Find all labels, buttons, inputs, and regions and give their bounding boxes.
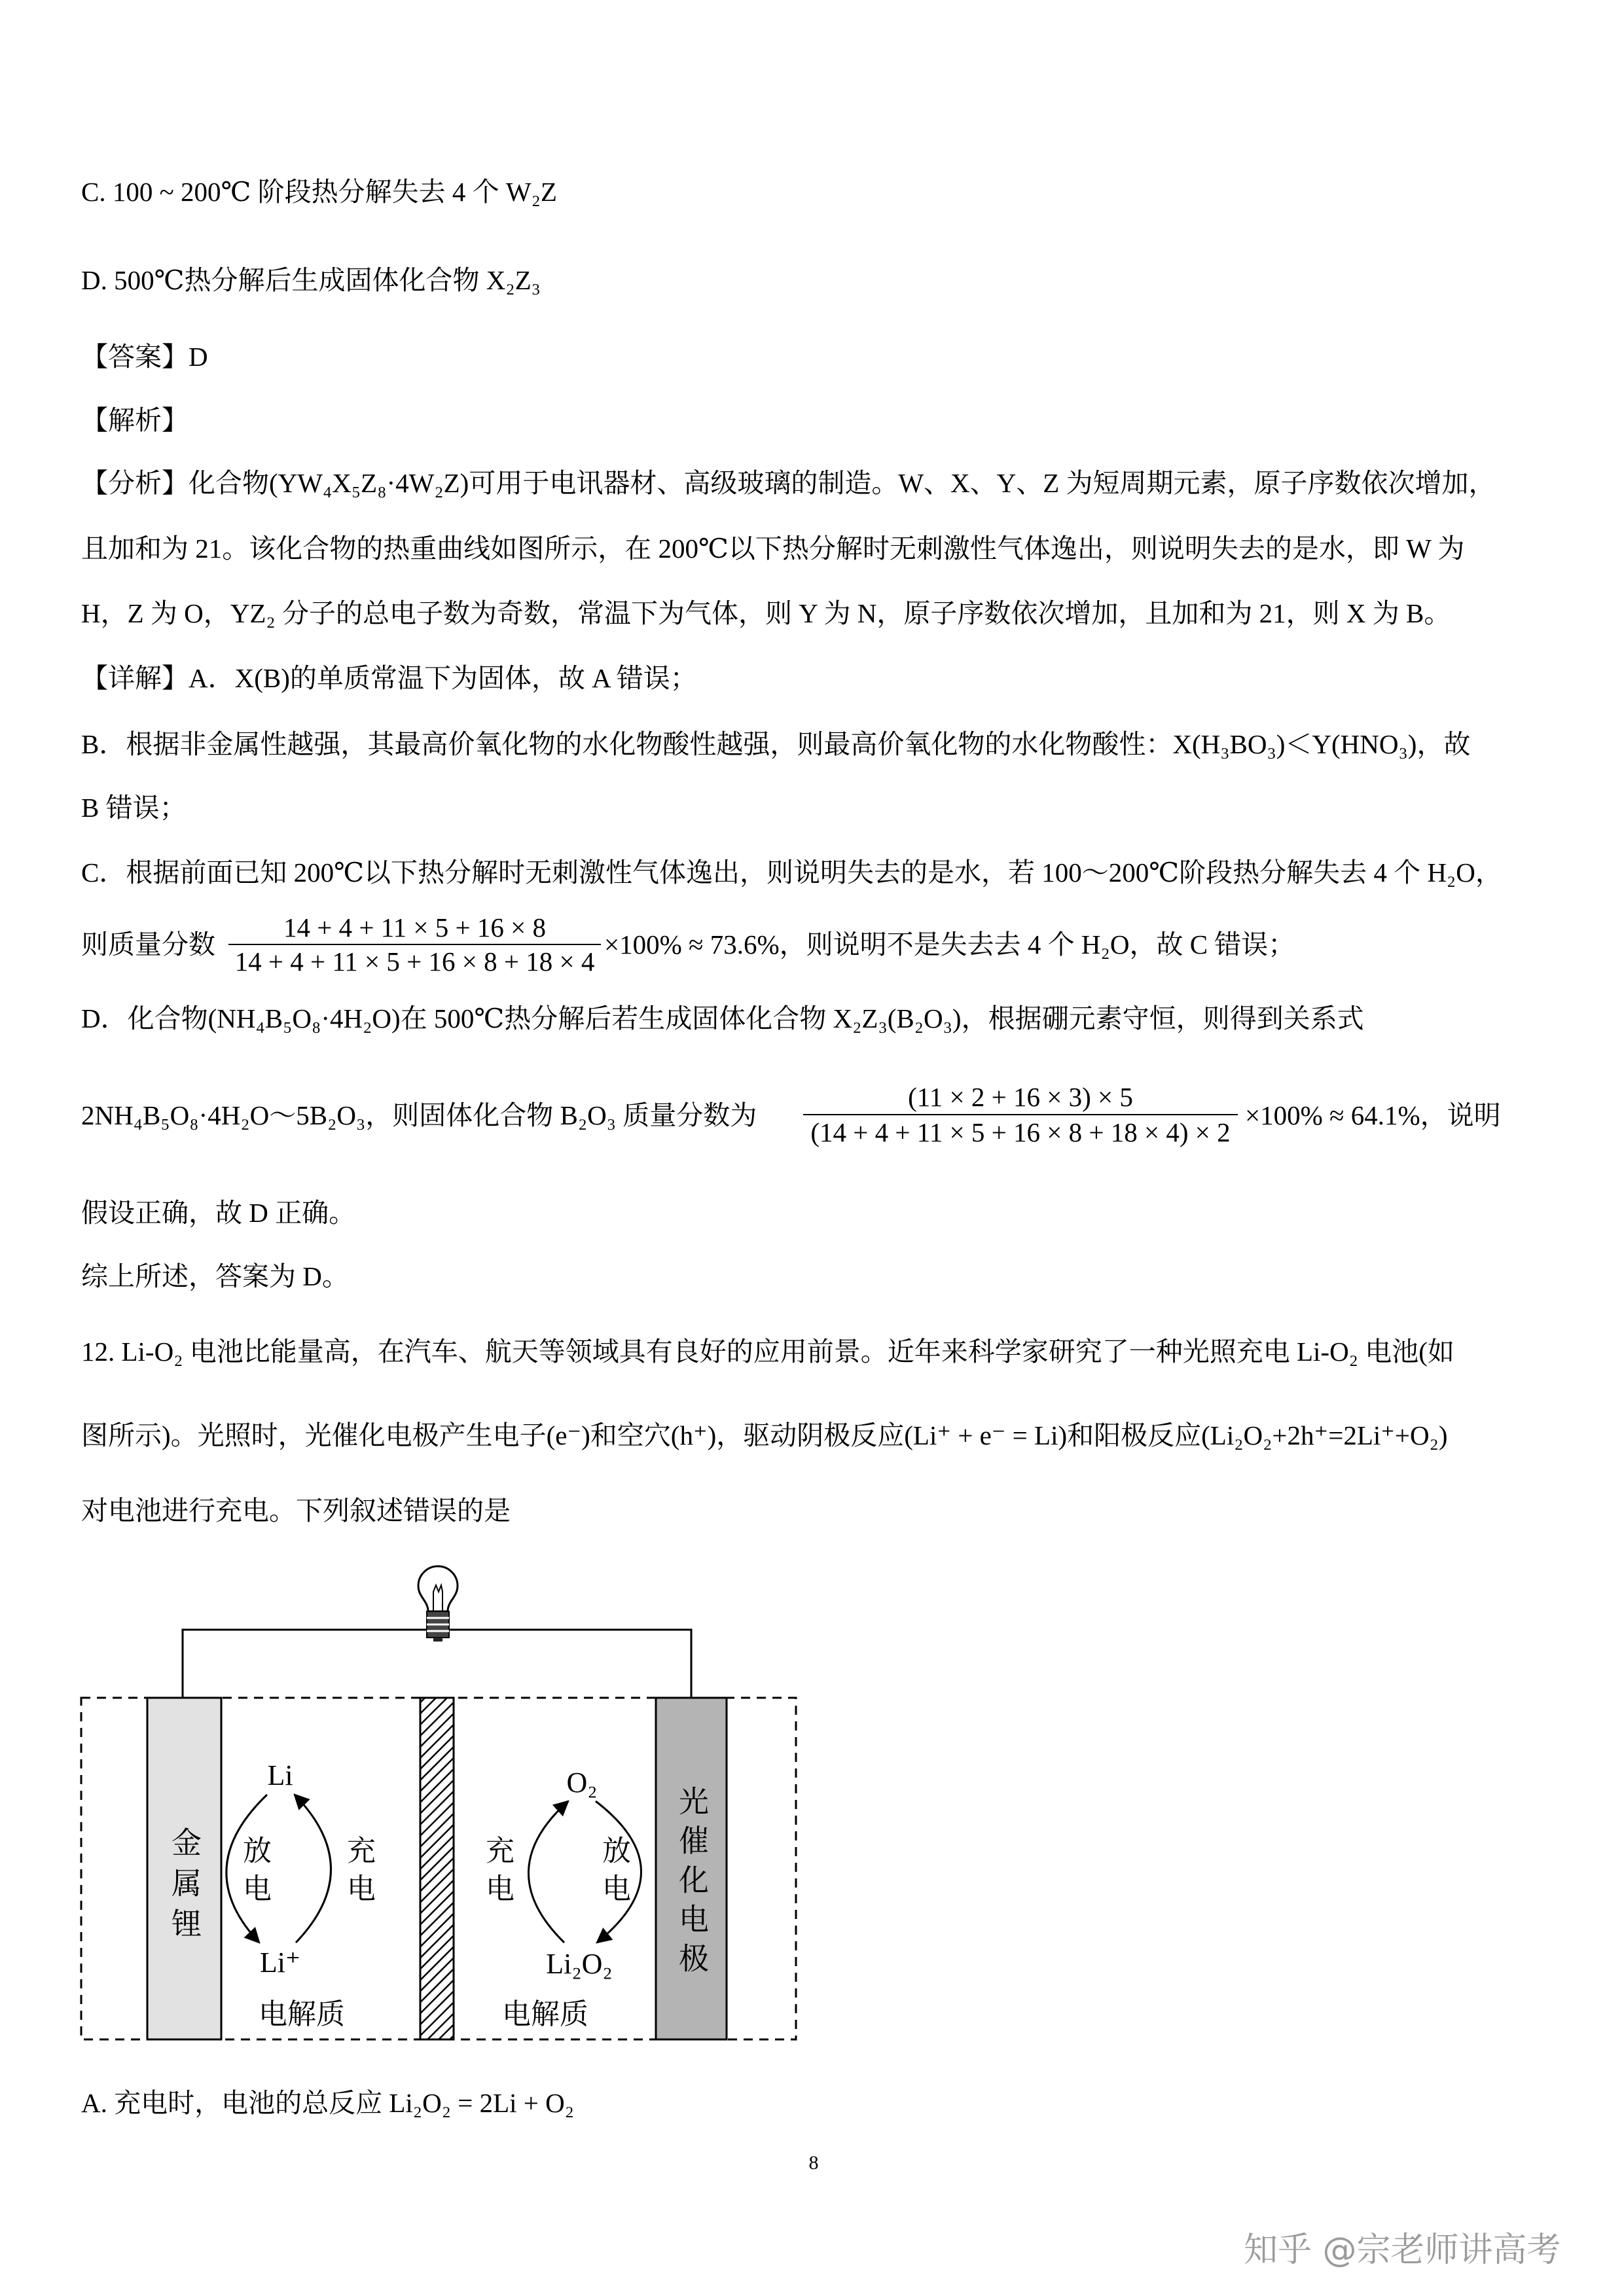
detail-d-fraction bbox=[803, 1080, 1238, 1149]
right-charge-arrow bbox=[528, 1801, 568, 1943]
detail-d-conclusion: 假设正确，故 D 正确。 bbox=[81, 1198, 356, 1228]
detail-b-line: B．根据非金属性越强，其最高价氧化物的水化物酸性越强，则最高价氧化物的水化物酸性：X(H₃BO₃)＜Y(HNO₃)，故 bbox=[81, 729, 1471, 759]
right-charge-label: 充电 bbox=[481, 1835, 513, 1911]
detail-c-fraction bbox=[228, 911, 601, 978]
summary-line: 综上所述，答案为 D。 bbox=[81, 1261, 349, 1291]
left-charge-label: 充电 bbox=[342, 1835, 374, 1911]
electrolyte-left-label: 电解质 bbox=[259, 1998, 345, 2030]
detail-d-line: D．化合物(NH₄B₅O₈·4H₂O)在 500℃热分解后若生成固体化合物 X₂Z₃(B₂O₃)，根据硼元素守恒，则得到关系式 bbox=[81, 1003, 1364, 1033]
q12-option-a: A. 充电时，电池的总反应 Li₂O₂ = 2Li + O₂ bbox=[81, 2088, 575, 2118]
detail-d-lead: 2NH₄B₅O₈·4H₂O～5B₂O₃，则固体化合物 B₂O₃ 质量分数为 bbox=[81, 1100, 757, 1130]
species-o2: O₂ bbox=[566, 1767, 598, 1799]
detail-b-line: B 错误； bbox=[81, 793, 187, 823]
detail-c-lead: 则质量分数 bbox=[81, 929, 215, 960]
solution-heading: 【解析】 bbox=[81, 405, 189, 435]
photocatalytic-electrode-label: 光催化电极 bbox=[675, 1785, 708, 1982]
watermark-text: 知乎 @宗老师讲高考 bbox=[1244, 2231, 1561, 2270]
detail-c-tail: ×100% ≈ 73.6%，则说明不是失去去 4 个 H₂O，故 C 错误； bbox=[604, 929, 1295, 960]
separator-membrane bbox=[420, 1698, 454, 2039]
q11-option-d: D. 500℃热分解后生成固体化合物 X₂Z₃ bbox=[81, 265, 541, 295]
analysis-line: H，Z 为 O，YZ₂ 分子的总电子数为奇数，常温下为气体，则 Y 为 N，原子序数依次增加，且加和为 21，则 X 为 B。 bbox=[81, 598, 1451, 628]
electrolyte-right-label: 电解质 bbox=[502, 1998, 588, 2030]
detail-d-tail: ×100% ≈ 64.1%，说明 bbox=[1245, 1100, 1501, 1130]
detail-c-line: C．根据前面已知 200℃以下热分解时无刺激性气体逸出，则说明失去的是水，若 100～200℃阶段热分解失去 4 个 H₂O， bbox=[81, 857, 1502, 888]
q12-stem-line: 对电池进行充电。下列叙述错误的是 bbox=[81, 1496, 511, 1526]
right-discharge-label: 放电 bbox=[598, 1835, 630, 1911]
left-discharge-label: 放电 bbox=[238, 1835, 270, 1911]
q12-stem-line: 图所示)。光照时，光催化电极产生电子(e⁻)和空穴(h⁺)，驱动阴极反应(Li⁺ + e⁻ = Li)和阳极反应(Li₂O₂+2h⁺=2Li⁺+O₂) bbox=[81, 1420, 1448, 1450]
fraction-denominator: (14 + 4 + 11 × 5 + 16 × 8 + 18 × 4) × 2 bbox=[810, 1117, 1231, 1147]
left-charge-arrow bbox=[295, 1795, 331, 1943]
species-li2o2: Li₂O₂ bbox=[546, 1948, 613, 1980]
q12-stem-line: 12. Li-O₂ 电池比能量高，在汽车、航天等领域具有良好的应用前景。近年来科学家研究了一种光照充电 Li-O₂ 电池(如 bbox=[81, 1336, 1454, 1367]
q11-option-c: C. 100 ~ 200℃ 阶段热分解失去 4 个 W₂Z bbox=[81, 177, 557, 207]
bulb-contact bbox=[433, 1638, 442, 1641]
analysis-line: 【分析】化合物(YW₄X₅Z₈·4W₂Z)可用于电讯器材、高级玻璃的制造。W、X、Y、Z 为短周期元素，原子序数依次增加， bbox=[81, 468, 1496, 498]
li-o2-battery-diagram bbox=[0, 1538, 851, 2075]
page-number: 8 bbox=[808, 2152, 819, 2174]
lithium-electrode-label: 金属锂 bbox=[168, 1827, 201, 1948]
detail-a-line: 【详解】A．X(B)的单质常温下为固体，故 A 错误； bbox=[81, 663, 697, 693]
analysis-line: 且加和为 21。该化合物的热重曲线如图所示，在 200℃以下热分解时无刺激性气体逸出，则说明失去的是水，即 W 为 bbox=[81, 533, 1465, 564]
species-li-ion: Li⁺ bbox=[259, 1946, 301, 1979]
fraction-numerator: 14 + 4 + 11 × 5 + 16 × 8 bbox=[228, 911, 601, 945]
fraction-denominator: 14 + 4 + 11 × 5 + 16 × 8 + 18 × 4 bbox=[234, 946, 595, 977]
species-li: Li bbox=[267, 1759, 293, 1791]
answer-line: 【答案】D bbox=[81, 342, 208, 372]
fraction-numerator: (11 × 2 + 16 × 3) × 5 bbox=[803, 1080, 1238, 1115]
